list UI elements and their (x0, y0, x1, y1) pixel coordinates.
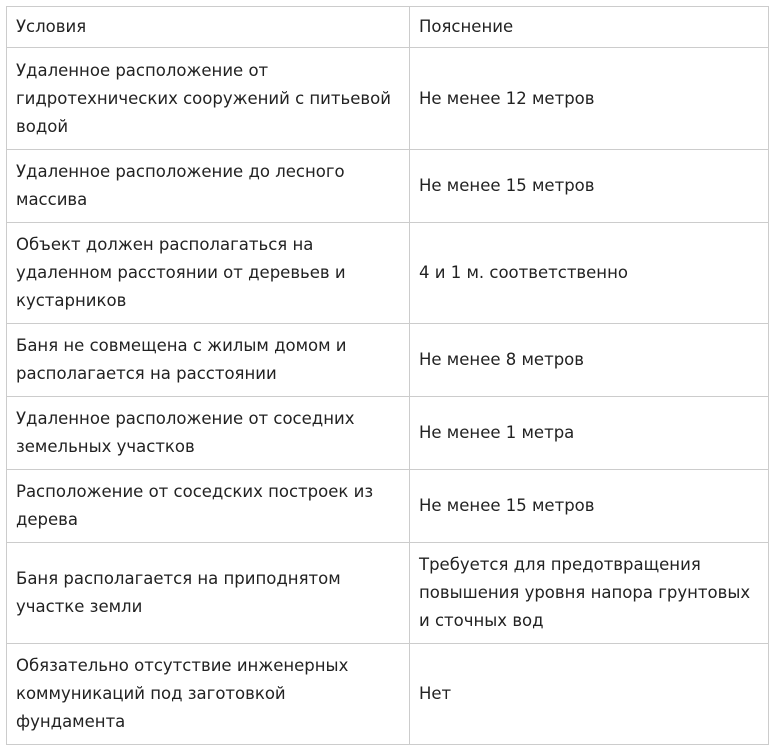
header-conditions: Условия (7, 7, 410, 48)
table-row (7, 48, 769, 150)
conditions-table-container (6, 6, 768, 745)
table-row (7, 470, 769, 543)
explanation-cell: Нет (410, 644, 769, 745)
table-row (7, 223, 769, 324)
explanation-cell: Не менее 15 метров (410, 470, 769, 543)
explanation-cell: Не менее 12 метров (410, 48, 769, 150)
condition-cell: Расположение от соседских построек из дерева (7, 470, 410, 543)
explanation-cell: Требуется для предотвращения повышения уровня напора грунтовых и сточных вод (410, 543, 769, 644)
table-row (7, 543, 769, 644)
explanation-cell: Не менее 8 метров (410, 324, 769, 397)
condition-cell: Обязательно отсутствие инженерных коммуникаций под заготовкой фундамента (7, 644, 410, 745)
explanation-cell: Не менее 15 метров (410, 150, 769, 223)
explanation-cell: Не менее 1 метра (410, 397, 769, 470)
table-row (7, 150, 769, 223)
table-header-row (7, 7, 769, 48)
header-explanation: Пояснение (410, 7, 769, 48)
conditions-table (6, 6, 769, 745)
table-row (7, 644, 769, 745)
condition-cell: Удаленное расположение от соседних земельных участков (7, 397, 410, 470)
condition-cell: Удаленное расположение до лесного массива (7, 150, 410, 223)
condition-cell: Удаленное расположение от гидротехнических сооружений с питьевой водой (7, 48, 410, 150)
condition-cell: Баня не совмещена с жилым домом и располагается на расстоянии (7, 324, 410, 397)
condition-cell: Баня располагается на приподнятом участке земли (7, 543, 410, 644)
table-row (7, 324, 769, 397)
condition-cell: Объект должен располагаться на удаленном расстоянии от деревьев и кустарников (7, 223, 410, 324)
table-row (7, 397, 769, 470)
explanation-cell: 4 и 1 м. соответственно (410, 223, 769, 324)
